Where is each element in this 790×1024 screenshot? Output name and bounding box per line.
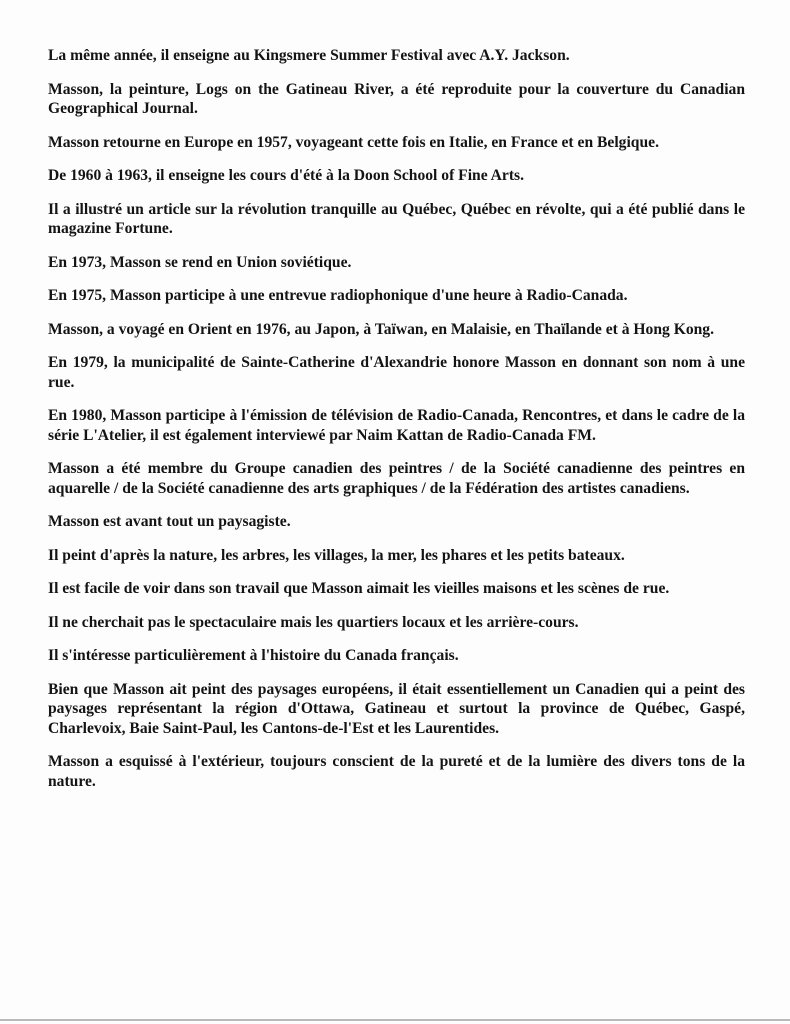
paragraph-1: La même année, il enseigne au Kingsmere Summer Festival avec A.Y. Jackson. bbox=[48, 47, 570, 64]
paragraph-5: Il a illustré un article sur la révolution tranquille au Québec, Québec en révolte, qui a été publié dans le magazine Fortune. bbox=[48, 200, 745, 237]
paragraph-14: Il est facile de voir dans son travail que Masson aimait les vieilles maisons et les scènes de rue. bbox=[48, 580, 670, 597]
paragraph-8: Masson, a voyagé en Orient en 1976, au Japon, à Taïwan, en Malaisie, en Thaïlande et à Hong Kong. bbox=[48, 320, 714, 338]
paragraph-9: En 1979, la municipalité de Sainte-Catherine d'Alexandrie honore Masson en donnant son nom à une rue. bbox=[48, 354, 745, 391]
bottom-divider bbox=[0, 1019, 790, 1021]
paragraph-16: Il s'intéresse particulièrement à l'histoire du Canada français. bbox=[48, 647, 459, 664]
paragraph-2: Masson, la peinture, Logs on the Gatineau River, a été reproduite pour la couverture du Canadian Geographical Journal. bbox=[48, 80, 745, 117]
paragraph-12: Masson est avant tout un paysagiste. bbox=[48, 513, 291, 530]
paragraph-7: En 1975, Masson participe à une entrevue radiophonique d'une heure à Radio-Canada. bbox=[48, 287, 628, 304]
paragraph-6: En 1973, Masson se rend en Union soviétique. bbox=[48, 253, 352, 271]
paragraph-17: Bien que Masson ait peint des paysages européens, il était essentiellement un Canadien qui a peint des paysages représentant la région d'Ottawa, Gatineau et surtout la province de Québec, Gaspé, Charlevoix, Baie Saint-Paul, les Cantons-de-l'Est et les Laurentides. bbox=[48, 680, 745, 737]
paragraph-18: Masson a esquissé à l'extérieur, toujours conscient de la pureté et de la lumière des divers tons de la nature. bbox=[48, 753, 745, 790]
paragraph-11: Masson a été membre du Groupe canadien des peintres / de la Société canadienne des peintres en aquarelle / de la Société canadienne des arts graphiques / de la Fédération des artistes canadiens. bbox=[48, 460, 745, 497]
paragraph-10: En 1980, Masson participe à l'émission de télévision de Radio-Canada, Rencontres, et dans le cadre de la série L'Atelier, il est également interviewé par Naim Kattan de Radio-Canada FM. bbox=[48, 407, 745, 444]
paragraph-3: Masson retourne en Europe en 1957, voyageant cette fois en Italie, en France et en Belgique. bbox=[48, 133, 659, 151]
paragraph-15: Il ne cherchait pas le spectaculaire mais les quartiers locaux et les arrière-cours. bbox=[48, 613, 579, 631]
paragraph-4: De 1960 à 1963, il enseigne les cours d'été à la Doon School of Fine Arts. bbox=[48, 167, 525, 184]
document-body bbox=[48, 46, 745, 805]
paragraph-13: Il peint d'après la nature, les arbres, les villages, la mer, les phares et les petits bateaux. bbox=[48, 546, 625, 564]
